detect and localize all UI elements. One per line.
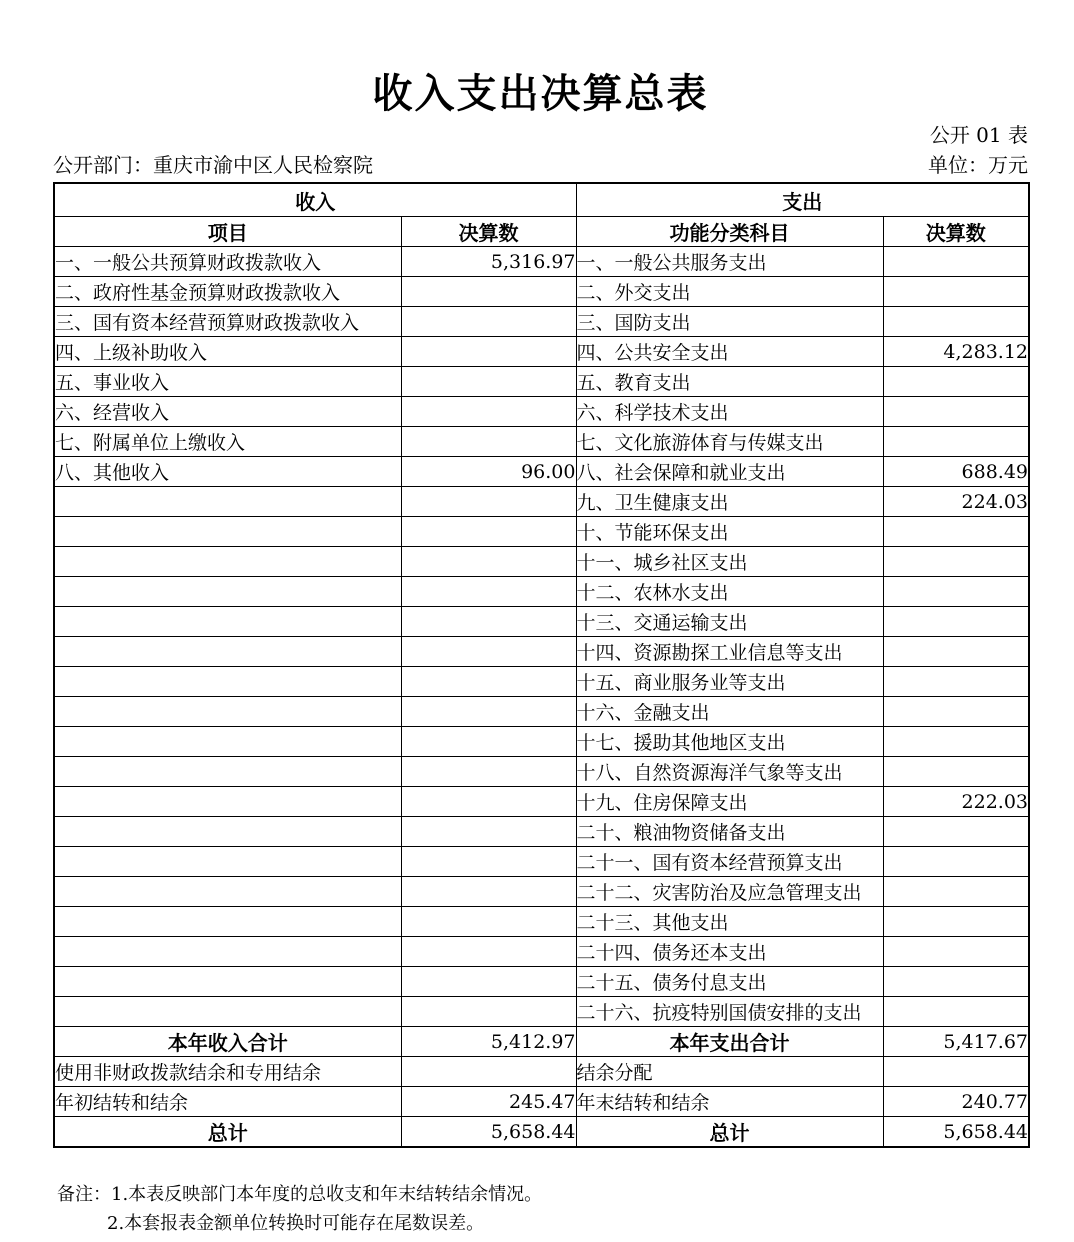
table-row (54, 1117, 1029, 1148)
table-row (54, 247, 1029, 277)
income-item-cell (54, 937, 401, 967)
expense-amount-cell (883, 877, 1029, 907)
income-amount-cell: 245.47 (401, 1087, 576, 1117)
expense-item-cell: 十七、援助其他地区支出 (576, 727, 883, 757)
income-amount-cell (401, 757, 576, 787)
income-item-cell: 八、其他收入 (54, 457, 401, 487)
expense-amount-cell (883, 277, 1029, 307)
expense-item-cell: 二十一、国有资本经营预算支出 (576, 847, 883, 877)
expense-item-cell: 十九、住房保障支出 (576, 787, 883, 817)
expense-amount-cell (883, 907, 1029, 937)
expense-amount-cell (883, 607, 1029, 637)
income-section-header: 收入 (54, 183, 576, 217)
table-row (54, 397, 1029, 427)
income-amount-cell (401, 637, 576, 667)
budget-table (53, 182, 1030, 1148)
notes (57, 1180, 542, 1238)
table-row (54, 667, 1029, 697)
income-item-cell (54, 607, 401, 637)
expense-amount-cell: 222.03 (883, 787, 1029, 817)
expense-item-cell: 二、外交支出 (576, 277, 883, 307)
table-row (54, 817, 1029, 847)
income-item-cell (54, 637, 401, 667)
table-row (54, 997, 1029, 1027)
income-amount-header: 决算数 (401, 217, 576, 247)
table-row (54, 757, 1029, 787)
expense-amount-cell (883, 577, 1029, 607)
income-item-cell (54, 757, 401, 787)
income-item-cell (54, 907, 401, 937)
table-row (54, 427, 1029, 457)
table-row (54, 547, 1029, 577)
meta-line (53, 149, 1028, 178)
expense-amount-cell (883, 307, 1029, 337)
income-amount-cell (401, 427, 576, 457)
table-row (54, 337, 1029, 367)
expense-amount-cell: 5,417.67 (883, 1027, 1029, 1057)
income-amount-cell (401, 517, 576, 547)
expense-item-cell: 本年支出合计 (576, 1027, 883, 1057)
expense-item-cell: 四、公共安全支出 (576, 337, 883, 367)
table-row (54, 517, 1029, 547)
table-row (54, 877, 1029, 907)
table-row (54, 1027, 1029, 1057)
expense-amount-cell: 224.03 (883, 487, 1029, 517)
income-item-cell (54, 817, 401, 847)
income-item-cell: 本年收入合计 (54, 1027, 401, 1057)
income-amount-cell: 5,316.97 (401, 247, 576, 277)
expense-amount-cell: 240.77 (883, 1087, 1029, 1117)
expense-amount-cell (883, 817, 1029, 847)
column-header-row (54, 217, 1029, 247)
table-row (54, 1057, 1029, 1087)
income-amount-cell (401, 847, 576, 877)
income-item-cell (54, 967, 401, 997)
income-amount-cell (401, 547, 576, 577)
income-item-cell (54, 547, 401, 577)
expense-item-cell: 结余分配 (576, 1057, 883, 1087)
expense-amount-cell (883, 697, 1029, 727)
table-row (54, 907, 1029, 937)
income-amount-cell (401, 967, 576, 997)
expense-item-cell: 总计 (576, 1117, 883, 1148)
income-amount-cell (401, 817, 576, 847)
income-item-cell (54, 487, 401, 517)
income-item-cell: 四、上级补助收入 (54, 337, 401, 367)
expense-item-cell: 十二、农林水支出 (576, 577, 883, 607)
income-amount-cell (401, 577, 576, 607)
expense-item-cell: 十五、商业服务业等支出 (576, 667, 883, 697)
expense-amount-cell (883, 547, 1029, 577)
income-amount-cell (401, 367, 576, 397)
income-item-cell (54, 697, 401, 727)
page-title: 收入支出决算总表 (372, 70, 709, 117)
table-row (54, 367, 1029, 397)
note-line-1: 备注：1.本表反映部门本年度的总收支和年末结转结余情况。 (57, 1184, 543, 1205)
expense-amount-cell (883, 247, 1029, 277)
expense-amount-cell (883, 637, 1029, 667)
income-amount-cell (401, 937, 576, 967)
income-item-cell (54, 667, 401, 697)
expense-item-cell: 六、科学技术支出 (576, 397, 883, 427)
expense-amount-cell (883, 427, 1029, 457)
income-amount-cell (401, 487, 576, 517)
income-amount-cell (401, 607, 576, 637)
expense-item-header: 功能分类科目 (576, 217, 883, 247)
income-amount-cell (401, 877, 576, 907)
income-item-cell: 年初结转和结余 (54, 1087, 401, 1117)
expense-item-cell: 十四、资源勘探工业信息等支出 (576, 637, 883, 667)
expense-amount-cell: 688.49 (883, 457, 1029, 487)
expense-amount-cell (883, 847, 1029, 877)
department-label: 公开部门：重庆市渝中区人民检察院 (53, 153, 373, 177)
section-header-row (54, 183, 1029, 217)
table-body (54, 247, 1029, 1148)
expense-amount-cell (883, 967, 1029, 997)
table-row (54, 577, 1029, 607)
income-item-cell: 一、一般公共预算财政拨款收入 (54, 247, 401, 277)
expense-item-cell: 九、卫生健康支出 (576, 487, 883, 517)
income-amount-cell (401, 1057, 576, 1087)
income-item-cell: 六、经营收入 (54, 397, 401, 427)
expense-item-cell: 十六、金融支出 (576, 697, 883, 727)
income-item-header: 项目 (54, 217, 401, 247)
expense-item-cell: 二十三、其他支出 (576, 907, 883, 937)
expense-item-cell: 五、教育支出 (576, 367, 883, 397)
note-line-2: 2.本套报表金额单位转换时可能存在尾数误差。 (107, 1213, 485, 1234)
expense-item-cell: 十三、交通运输支出 (576, 607, 883, 637)
expense-amount-cell (883, 997, 1029, 1027)
table-row (54, 967, 1029, 997)
table-row (54, 787, 1029, 817)
expense-amount-cell (883, 727, 1029, 757)
table-row (54, 1087, 1029, 1117)
expense-item-cell: 十、节能环保支出 (576, 517, 883, 547)
table-row (54, 937, 1029, 967)
table-row (54, 607, 1029, 637)
income-item-cell (54, 877, 401, 907)
table-row (54, 697, 1029, 727)
expense-item-cell: 二十四、债务还本支出 (576, 937, 883, 967)
table-row (54, 847, 1029, 877)
income-amount-cell (401, 277, 576, 307)
expense-amount-cell (883, 367, 1029, 397)
table-row (54, 487, 1029, 517)
income-item-cell: 七、附属单位上缴收入 (54, 427, 401, 457)
table-row (54, 307, 1029, 337)
expense-item-cell: 十一、城乡社区支出 (576, 547, 883, 577)
expense-amount-header: 决算数 (883, 217, 1029, 247)
income-amount-cell (401, 667, 576, 697)
income-amount-cell: 5,412.97 (401, 1027, 576, 1057)
expense-amount-cell (883, 397, 1029, 427)
income-amount-cell: 5,658.44 (401, 1117, 576, 1148)
income-amount-cell (401, 727, 576, 757)
expense-item-cell: 年末结转和结余 (576, 1087, 883, 1117)
income-item-cell (54, 727, 401, 757)
income-amount-cell (401, 997, 576, 1027)
table-code: 公开 01 表 (929, 123, 1028, 147)
table-row (54, 277, 1029, 307)
income-item-cell (54, 517, 401, 547)
income-amount-cell: 96.00 (401, 457, 576, 487)
expense-item-cell: 二十六、抗疫特别国债安排的支出 (576, 997, 883, 1027)
income-amount-cell (401, 697, 576, 727)
income-item-cell: 三、国有资本经营预算财政拨款收入 (54, 307, 401, 337)
table-row (54, 727, 1029, 757)
income-item-cell: 五、事业收入 (54, 367, 401, 397)
income-amount-cell (401, 787, 576, 817)
expense-amount-cell (883, 517, 1029, 547)
income-item-cell: 二、政府性基金预算财政拨款收入 (54, 277, 401, 307)
expense-item-cell: 二十二、灾害防治及应急管理支出 (576, 877, 883, 907)
expense-amount-cell (883, 757, 1029, 787)
expense-item-cell: 二十、粮油物资储备支出 (576, 817, 883, 847)
expense-item-cell: 八、社会保障和就业支出 (576, 457, 883, 487)
expense-item-cell: 一、一般公共服务支出 (576, 247, 883, 277)
expense-item-cell: 七、文化旅游体育与传媒支出 (576, 427, 883, 457)
expense-amount-cell: 4,283.12 (883, 337, 1029, 367)
income-amount-cell (401, 307, 576, 337)
unit-label: 单位：万元 (928, 153, 1028, 177)
expense-amount-cell: 5,658.44 (883, 1117, 1029, 1148)
table-row (54, 457, 1029, 487)
expense-amount-cell (883, 667, 1029, 697)
expense-amount-cell (883, 1057, 1029, 1087)
expense-item-cell: 二十五、债务付息支出 (576, 967, 883, 997)
income-item-cell (54, 997, 401, 1027)
table-row (54, 637, 1029, 667)
expense-item-cell: 十八、自然资源海洋气象等支出 (576, 757, 883, 787)
income-amount-cell (401, 337, 576, 367)
income-item-cell (54, 577, 401, 607)
income-item-cell (54, 847, 401, 877)
expense-amount-cell (883, 937, 1029, 967)
income-item-cell: 总计 (54, 1117, 401, 1148)
expense-item-cell: 三、国防支出 (576, 307, 883, 337)
income-amount-cell (401, 397, 576, 427)
expense-section-header: 支出 (576, 183, 1029, 217)
income-item-cell: 使用非财政拨款结余和专用结余 (54, 1057, 401, 1087)
income-item-cell (54, 787, 401, 817)
income-amount-cell (401, 907, 576, 937)
